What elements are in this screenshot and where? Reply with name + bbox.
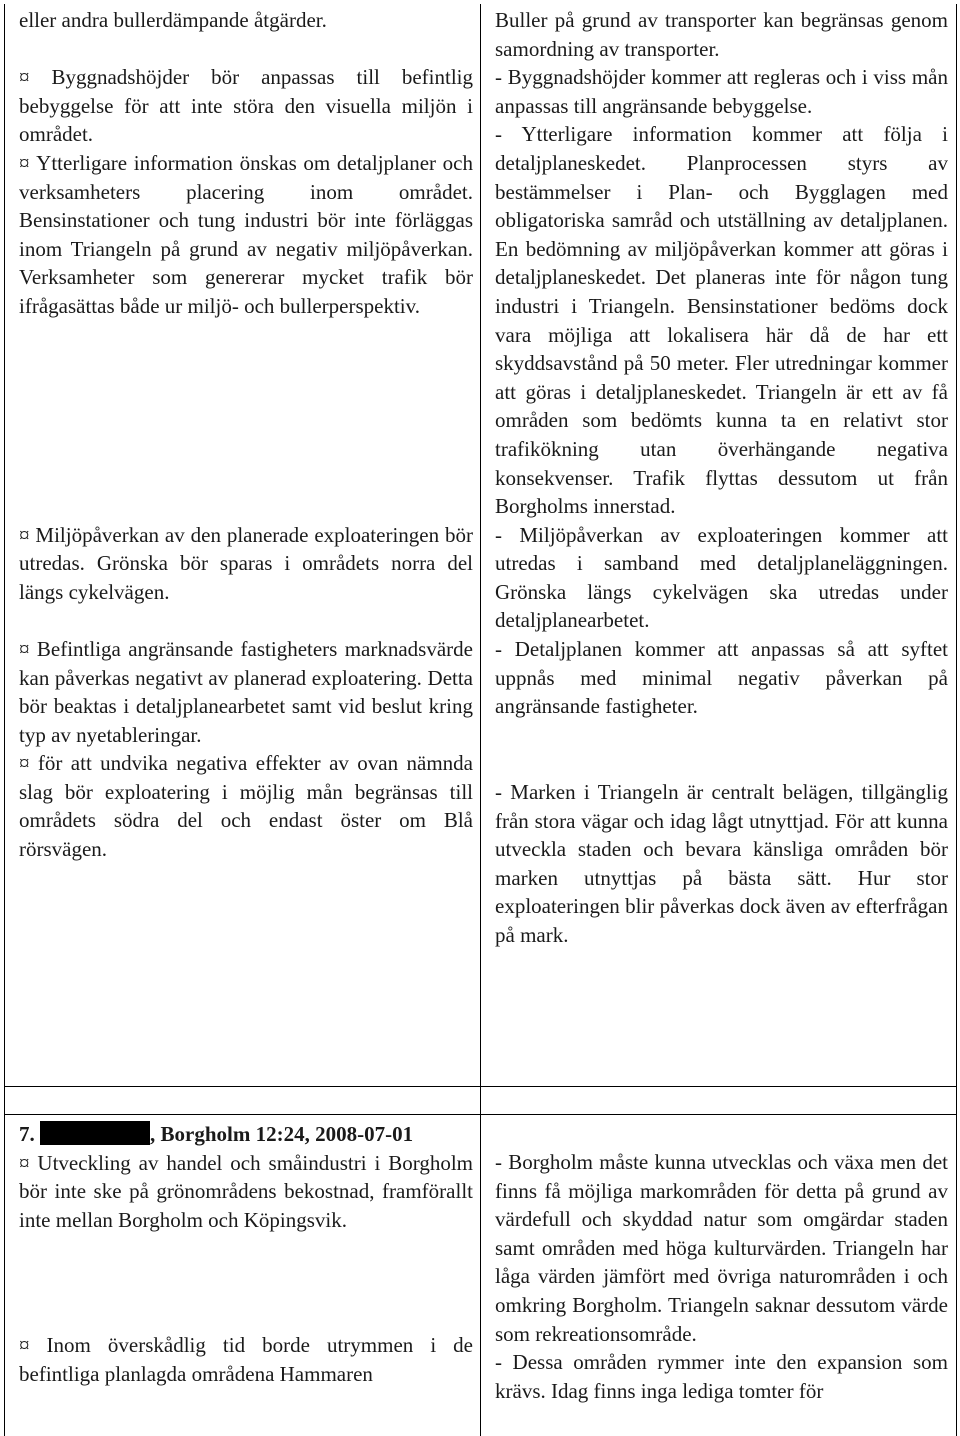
- table-border-left: [4, 4, 5, 1436]
- submission-details: , Borgholm 12:24, 2008-07-01: [150, 1122, 414, 1146]
- response-paragraph: - Miljöpåverkan av exploateringen kommer att utredas i samband med detaljplaneläggningen. Grönska längs cykelvägen ska utredas under detaljplanearbetet.: [495, 522, 948, 633]
- bullet-paragraph: ¤ Inom överskådlig tid borde utrymmen i de befintliga planlagda områdena Hammaren: [19, 1331, 473, 1388]
- submission-heading: [19, 1120, 473, 1149]
- response-paragraph: - Marken i Triangeln är centralt belägen, tillgänglig från stora vägar och idag lågt utnyttjad. För att kunna utveckla staden och bevara känsliga områden bör marken utnyttjas på bästa sätt. Hur stor exploateringen blir påverkas dock även av efterfrågan på mark.: [495, 780, 948, 947]
- table-border-right: [956, 4, 957, 1436]
- submission-number: 7.: [19, 1122, 35, 1146]
- bullet-paragraph: ¤ Miljöpåverkan av den planerade exploateringen bör utredas. Grönska bör sparas i områdets norra del längs cykelvägen.: [19, 521, 473, 607]
- redacted-name: [40, 1121, 150, 1145]
- table-row-divider: [4, 1086, 957, 1087]
- table-row-divider: [4, 1114, 957, 1115]
- bullet-paragraph: ¤ Utveckling av handel och småindustri i Borgholm bör inte ske på grönområdens bekostnad, framförallt inte mellan Borgholm och Köpingsvik.: [19, 1149, 473, 1235]
- document-table: [4, 4, 957, 1436]
- lower-right-cell: [495, 1148, 948, 1405]
- lower-left-cell: [19, 1120, 473, 1389]
- bullet-paragraph: ¤ Ytterligare information önskas om detaljplaner och verksamheters placering inom området. Bensinstationer och tung industri bör inte förläggas inom Triangeln på grund av negativ miljöpåverkan. Verksamheter som genererar mycket trafik bör ifrågasättas både ur miljö- och bullerperspektiv.: [19, 149, 473, 321]
- bullet-paragraph: ¤ Byggnadshöjder bör anpassas till befintlig bebyggelse för att inte störa den visuella miljön i området.: [19, 63, 473, 149]
- bullet-paragraph: ¤ för att undvika negativa effekter av ovan nämnda slag bör exploatering i möjlig mån begränsas till områdets södra del och endast öster om Blå rörsvägen.: [19, 749, 473, 863]
- response-paragraph: - Detaljplanen kommer att anpassas så att syftet uppnås med minimal negativ påverkan på angränsande fastigheter.: [495, 637, 948, 719]
- upper-left-cell: [19, 6, 473, 864]
- upper-right-cell: [495, 6, 948, 950]
- bullet-paragraph: ¤ Befintliga angränsande fastigheters marknadsvärde kan påverkas negativt av planerad exploatering. Detta bör beaktas i detaljplanearbetet samt vid beslut kring typ av nyetableringar.: [19, 635, 473, 749]
- response-paragraph: - Byggnadshöjder kommer att regleras och i viss mån anpassas till angränsande bebyggelse.: [495, 65, 948, 118]
- paragraph: eller andra bullerdämpande åtgärder.: [19, 8, 327, 32]
- response-paragraph: - Borgholm måste kunna utvecklas och växa men det finns få möjliga markområden för detta på grund av värdefull och skyddad natur som omgärdar staden samt områden med höga kulturvärden. Triangeln har låga värden jämfört med övriga naturområden i och omkring Borgholm. Triangeln saknar dessutom värde som rekreationsområde.: [495, 1150, 948, 1346]
- response-paragraph: - Dessa områden rymmer inte den expansion som krävs. Idag finns inga lediga tomter för: [495, 1350, 948, 1403]
- response-paragraph: Buller på grund av transporter kan begränsas genom samordning av transporter.: [495, 8, 948, 61]
- response-paragraph: - Ytterligare information kommer att följa i detaljplaneskedet. Planprocessen styrs av bestämmelser i Plan- och Bygglagen med obligatoriska samråd och utställning av detaljplanen. En bedömning av miljöpåverkan kommer att göras i detaljplaneskedet. Det planeras inte för någon tung industri i Triangeln. Bensinstationer bedöms dock vara möjliga att lokalisera här då de har ett skyddsavstånd på 50 meter. Fler utredningar kommer att göras i detaljplaneskedet. Triangeln är ett av få områden som bedömts kunna ta en relativt stor trafikökning utan överhängande negativa konsekvenser. Trafik flyttas dessutom ut från Borgholms innerstad.: [495, 122, 948, 519]
- table-column-divider: [480, 4, 481, 1436]
